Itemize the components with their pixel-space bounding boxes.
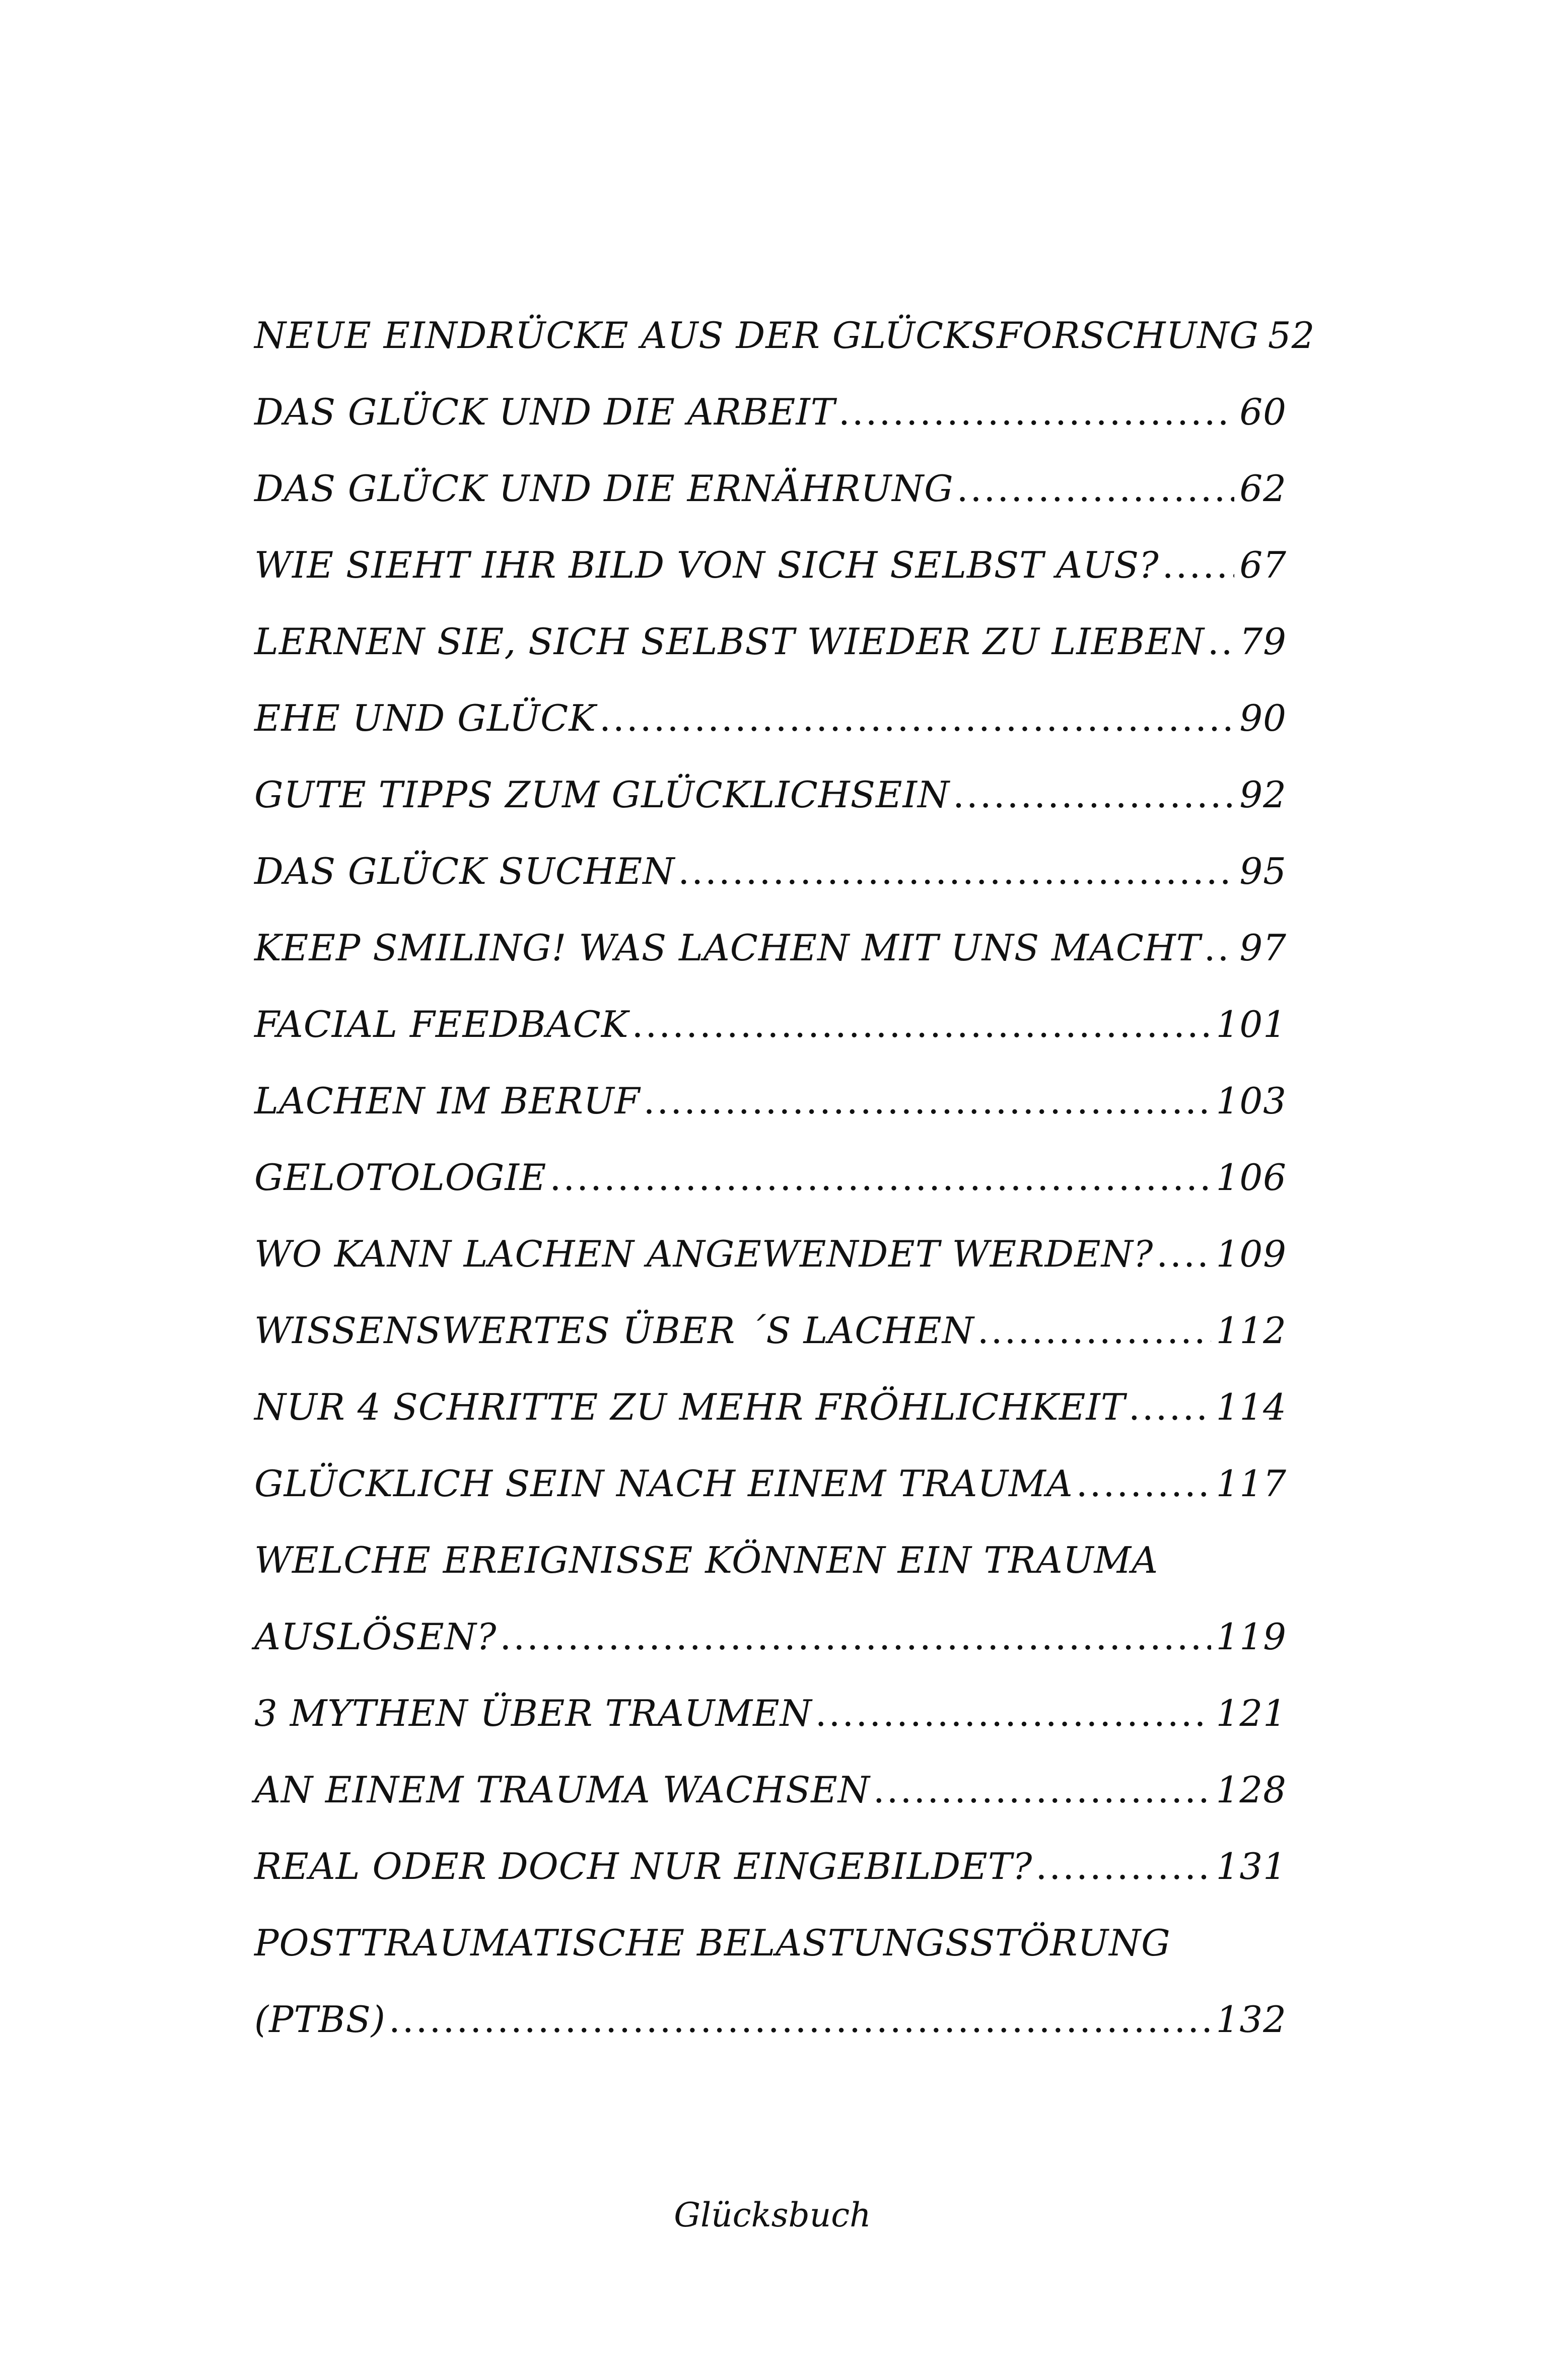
- toc-entry-title: 3 MYTHEN ÜBER TRAUMEN: [254, 1692, 812, 1734]
- toc-entry-line: [254, 603, 1287, 680]
- toc-page-number: 52: [1268, 314, 1315, 357]
- toc-entry-line: [254, 450, 1287, 527]
- toc-entry-title: EHE UND GLÜCK: [254, 697, 597, 739]
- toc-entry-title-line1: WELCHE EREIGNISSE KÖNNEN EIN TRAUMA: [254, 1539, 1159, 1581]
- toc-entry-line: [254, 1981, 1287, 2058]
- toc-dot-leader: [977, 1292, 1211, 1369]
- toc-dot-leader: [1076, 1445, 1211, 1522]
- toc-entry-title: LERNEN SIE, SICH SELBST WIEDER ZU LIEBEN: [254, 620, 1205, 663]
- toc-entry-line: [254, 1598, 1287, 1675]
- toc-entry[interactable]: [254, 1063, 1287, 1139]
- toc-page-number: 119: [1216, 1616, 1287, 1658]
- toc-dot-leader: [1204, 909, 1235, 986]
- toc-page-number: 97: [1239, 927, 1287, 969]
- toc-entry[interactable]: [254, 374, 1287, 450]
- toc-entry-title: NUR 4 SCHRITTE ZU MEHR FRÖHLICHKEIT: [254, 1386, 1126, 1428]
- toc-entry[interactable]: [254, 909, 1287, 986]
- toc-entry[interactable]: [254, 1292, 1287, 1369]
- toc-dot-leader: [838, 374, 1235, 450]
- toc-entry-line: [254, 527, 1287, 603]
- toc-page-number: 62: [1239, 467, 1287, 510]
- toc-page-number: 79: [1239, 620, 1287, 663]
- toc-entry[interactable]: [254, 1369, 1287, 1445]
- toc-entry[interactable]: [254, 833, 1287, 909]
- toc-page-number: 101: [1216, 1003, 1287, 1045]
- toc-dot-leader: [1208, 603, 1235, 680]
- toc-dot-leader: [644, 1063, 1211, 1139]
- toc-dot-leader: [953, 756, 1234, 833]
- page-footer-title: Glücksbuch: [674, 2196, 871, 2234]
- toc-entry-title: DAS GLÜCK UND DIE ERNÄHRUNG: [254, 467, 954, 510]
- toc-entry-title: GLÜCKLICH SEIN NACH EINEM TRAUMA: [254, 1462, 1073, 1505]
- toc-entry-line: [254, 756, 1287, 833]
- toc-page-number: 95: [1239, 850, 1287, 892]
- toc-entry-title: FACIAL FEEDBACK: [254, 1003, 629, 1045]
- toc-dot-leader: [815, 1675, 1211, 1752]
- toc-entry[interactable]: [254, 1675, 1287, 1752]
- toc-entry-title: GELOTOLOGIE: [254, 1156, 547, 1199]
- toc-entry[interactable]: [254, 1828, 1287, 1905]
- toc-page-number: 60: [1239, 391, 1287, 433]
- toc-entry-line: [254, 1445, 1287, 1522]
- toc-entry-title: WISSENSWERTES ÜBER ´S LACHEN: [254, 1309, 974, 1352]
- toc-entry[interactable]: [254, 986, 1287, 1063]
- toc-dot-leader: [549, 1139, 1211, 1216]
- toc-page-number: 117: [1216, 1462, 1287, 1505]
- toc-entry-title: DAS GLÜCK UND DIE ARBEIT: [254, 391, 835, 433]
- toc-dot-leader: [599, 680, 1234, 756]
- toc-entry[interactable]: [254, 680, 1287, 756]
- toc-dot-leader: [632, 986, 1211, 1063]
- toc-entry[interactable]: [254, 1522, 1287, 1675]
- toc-entry-line: [254, 1292, 1287, 1369]
- toc-page-number: 92: [1239, 774, 1287, 816]
- toc-entry-line: [254, 1139, 1287, 1216]
- toc-entry-line: [254, 986, 1287, 1063]
- toc-entry[interactable]: [254, 527, 1287, 603]
- toc-entry[interactable]: [254, 1752, 1287, 1828]
- toc-entry[interactable]: [254, 450, 1287, 527]
- toc-dot-leader: [389, 1981, 1211, 2058]
- toc-dot-leader: [957, 450, 1235, 527]
- toc-entry-line: [254, 1063, 1287, 1139]
- toc-page-number: 103: [1216, 1080, 1287, 1122]
- toc-entry[interactable]: [254, 756, 1287, 833]
- toc-entry[interactable]: [254, 1905, 1287, 2058]
- toc-entry-title: KEEP SMILING! WAS LACHEN MIT UNS MACHT: [254, 927, 1201, 969]
- toc-dot-leader: [500, 1598, 1211, 1675]
- toc-entry-line: [254, 909, 1287, 986]
- toc-page-number: 109: [1216, 1233, 1287, 1275]
- table-of-contents: [254, 297, 1315, 2058]
- toc-dot-leader: [873, 1752, 1211, 1828]
- toc-dot-leader: [1035, 1828, 1211, 1905]
- toc-entry[interactable]: [254, 297, 1315, 374]
- toc-dot-leader: [1162, 527, 1235, 603]
- toc-entry-line: [254, 1216, 1287, 1292]
- toc-entry-line: [254, 833, 1287, 909]
- toc-page-number: 114: [1216, 1386, 1287, 1428]
- toc-dot-leader: [1156, 1216, 1211, 1292]
- toc-page-number: 112: [1216, 1309, 1287, 1352]
- toc-dot-leader: [678, 833, 1234, 909]
- toc-entry-title: NEUE EINDRÜCKE AUS DER GLÜCKSFORSCHUNG: [254, 314, 1259, 357]
- toc-page-number: 131: [1216, 1845, 1287, 1887]
- toc-entry-title: REAL ODER DOCH NUR EINGEBILDET?: [254, 1845, 1033, 1887]
- toc-page-number: 132: [1216, 1998, 1287, 2041]
- toc-page-number: 106: [1216, 1156, 1287, 1199]
- toc-entry-title: (PTBS): [254, 1998, 386, 2041]
- toc-entry-title: GUTE TIPPS ZUM GLÜCKLICHSEIN: [254, 774, 950, 816]
- toc-entry-title: LACHEN IM BERUF: [254, 1080, 641, 1122]
- toc-entry-title: DAS GLÜCK SUCHEN: [254, 850, 675, 892]
- toc-entry-title: AN EINEM TRAUMA WACHSEN: [254, 1769, 870, 1811]
- toc-page-number: 128: [1216, 1769, 1287, 1811]
- toc-page-number: 67: [1239, 544, 1287, 586]
- toc-entry-line: [254, 1675, 1287, 1752]
- toc-page-number: 90: [1239, 697, 1287, 739]
- toc-entry[interactable]: [254, 1139, 1287, 1216]
- toc-entry-line: [254, 1752, 1287, 1828]
- toc-entry-title: WO KANN LACHEN ANGEWENDET WERDEN?: [254, 1233, 1154, 1275]
- toc-entry-line: [254, 297, 1315, 374]
- toc-entry-line: [254, 680, 1287, 756]
- toc-entry-title: AUSLÖSEN?: [254, 1616, 497, 1658]
- toc-entry-title: WIE SIEHT IHR BILD VON SICH SELBST AUS?: [254, 544, 1159, 586]
- toc-entry[interactable]: [254, 603, 1287, 680]
- toc-entry-title-line1: POSTTRAUMATISCHE BELASTUNGSSTÖRUNG: [254, 1922, 1171, 1964]
- toc-entry-line: [254, 1828, 1287, 1905]
- toc-dot-leader: [1129, 1369, 1211, 1445]
- toc-entry-line: [254, 1369, 1287, 1445]
- toc-page-number: 121: [1216, 1692, 1287, 1734]
- toc-entry[interactable]: [254, 1216, 1287, 1292]
- toc-entry-line: [254, 374, 1287, 450]
- toc-entry[interactable]: [254, 1445, 1287, 1522]
